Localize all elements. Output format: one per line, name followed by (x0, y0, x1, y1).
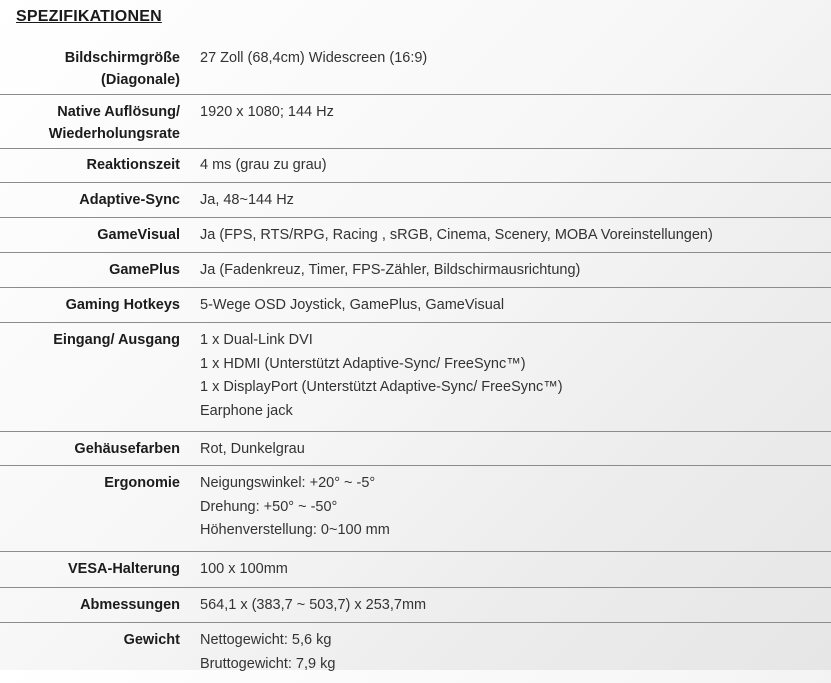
spec-value-line: 1 x HDMI (Unterstützt Adaptive-Sync/ FreeSync™) (200, 355, 526, 372)
spec-label (0, 101, 180, 148)
spec-value-line: Ja (FPS, RTS/RPG, Racing , sRGB, Cinema, Scenery, MOBA Voreinstellungen) (200, 227, 713, 243)
spec-table (0, 38, 831, 683)
spec-row-ergonomics (0, 466, 831, 552)
spec-row-housing-colors (0, 432, 831, 466)
spec-value-line: 564,1 x (383,7 ~ 503,7) x 253,7mm (200, 597, 427, 613)
spec-row-weight (0, 623, 831, 683)
spec-label (0, 224, 180, 252)
spec-row-dimensions (0, 588, 831, 623)
spec-row-adaptive-sync (0, 183, 831, 218)
spec-value (180, 259, 580, 287)
spec-value (180, 189, 294, 217)
spec-value-line: Höhenverstellung: 0~100 mm (200, 522, 390, 538)
spec-row-gameplus (0, 253, 831, 288)
spec-value (180, 329, 563, 431)
spec-label-line: Abmessungen (80, 597, 180, 613)
spec-value (180, 101, 334, 148)
spec-label (0, 594, 180, 622)
spec-label (0, 259, 180, 287)
spec-label-line: Reaktionszeit (86, 157, 180, 173)
spec-label-line: VESA-Halterung (68, 561, 180, 577)
spec-value-line: Neigungswinkel: +20° ~ -5° (200, 475, 376, 491)
spec-label-line: Ergonomie (104, 475, 180, 491)
spec-row-gaming-hotkeys (0, 288, 831, 323)
spec-value-line: Rot, Dunkelgrau (200, 441, 305, 457)
spec-label-line: Gehäusefarben (74, 441, 180, 457)
spec-row-screen-size (0, 38, 831, 95)
spec-label-line: Eingang/ Ausgang (53, 332, 180, 348)
spec-value (180, 154, 327, 182)
spec-value-line: Bruttogewicht: 7,9 kg (200, 655, 336, 672)
spec-label (0, 472, 180, 551)
spec-value-line: Earphone jack (200, 402, 293, 419)
spec-value-line: 1920 x 1080; 144 Hz (200, 104, 334, 120)
spec-value (180, 47, 427, 94)
spec-row-gamevisual (0, 218, 831, 253)
spec-value (180, 294, 504, 322)
spec-label (0, 47, 180, 94)
spec-value-line: Ja, 48~144 Hz (200, 192, 294, 208)
spec-label (0, 154, 180, 182)
spec-value-line: Ja (Fadenkreuz, Timer, FPS-Zähler, Bildschirmausrichtung) (200, 262, 581, 278)
spec-label-line: Gaming Hotkeys (65, 297, 180, 313)
spec-label (0, 294, 180, 322)
spec-label-line: GamePlus (109, 262, 180, 278)
spec-label (0, 558, 180, 587)
spec-label (0, 438, 180, 465)
spec-value-line: 27 Zoll (68,4cm) Widescreen (16:9) (200, 50, 428, 66)
spec-value-line: 4 ms (grau zu grau) (200, 157, 327, 173)
spec-value (180, 629, 335, 683)
spec-value (180, 558, 288, 587)
spec-value-line: 100 x 100mm (200, 561, 288, 577)
spec-value-line: 5-Wege OSD Joystick, GamePlus, GameVisual (200, 297, 505, 313)
spec-label-line: Gewicht (123, 632, 180, 648)
spec-label-line: Wiederholungsrate (48, 126, 180, 142)
spec-row-response-time (0, 149, 831, 183)
spec-label (0, 329, 180, 431)
spec-row-io (0, 323, 831, 432)
spec-value-line: 1 x DisplayPort (Unterstützt Adaptive-Sync/ FreeSync™) (200, 379, 563, 395)
spec-label-line: Bildschirmgröße (64, 50, 180, 66)
spec-value (180, 472, 390, 551)
spec-row-vesa (0, 552, 831, 588)
spec-value-line: Drehung: +50° ~ -50° (200, 498, 338, 515)
spec-value (180, 224, 713, 252)
spec-value-line: Nettogewicht: 5,6 kg (200, 632, 332, 648)
page-title: SPEZIFIKATIONEN (16, 8, 162, 25)
spec-label-line: GameVisual (97, 227, 180, 243)
spec-label-line: (Diagonale) (101, 72, 180, 88)
spec-label-line: Adaptive-Sync (79, 192, 180, 208)
spec-value (180, 594, 426, 622)
spec-label (0, 189, 180, 217)
spec-label-line: Native Auflösung/ (57, 104, 180, 120)
spec-value (180, 438, 305, 465)
spec-value-line: 1 x Dual-Link DVI (200, 332, 313, 348)
spec-row-resolution (0, 95, 831, 149)
spec-label (0, 629, 180, 683)
